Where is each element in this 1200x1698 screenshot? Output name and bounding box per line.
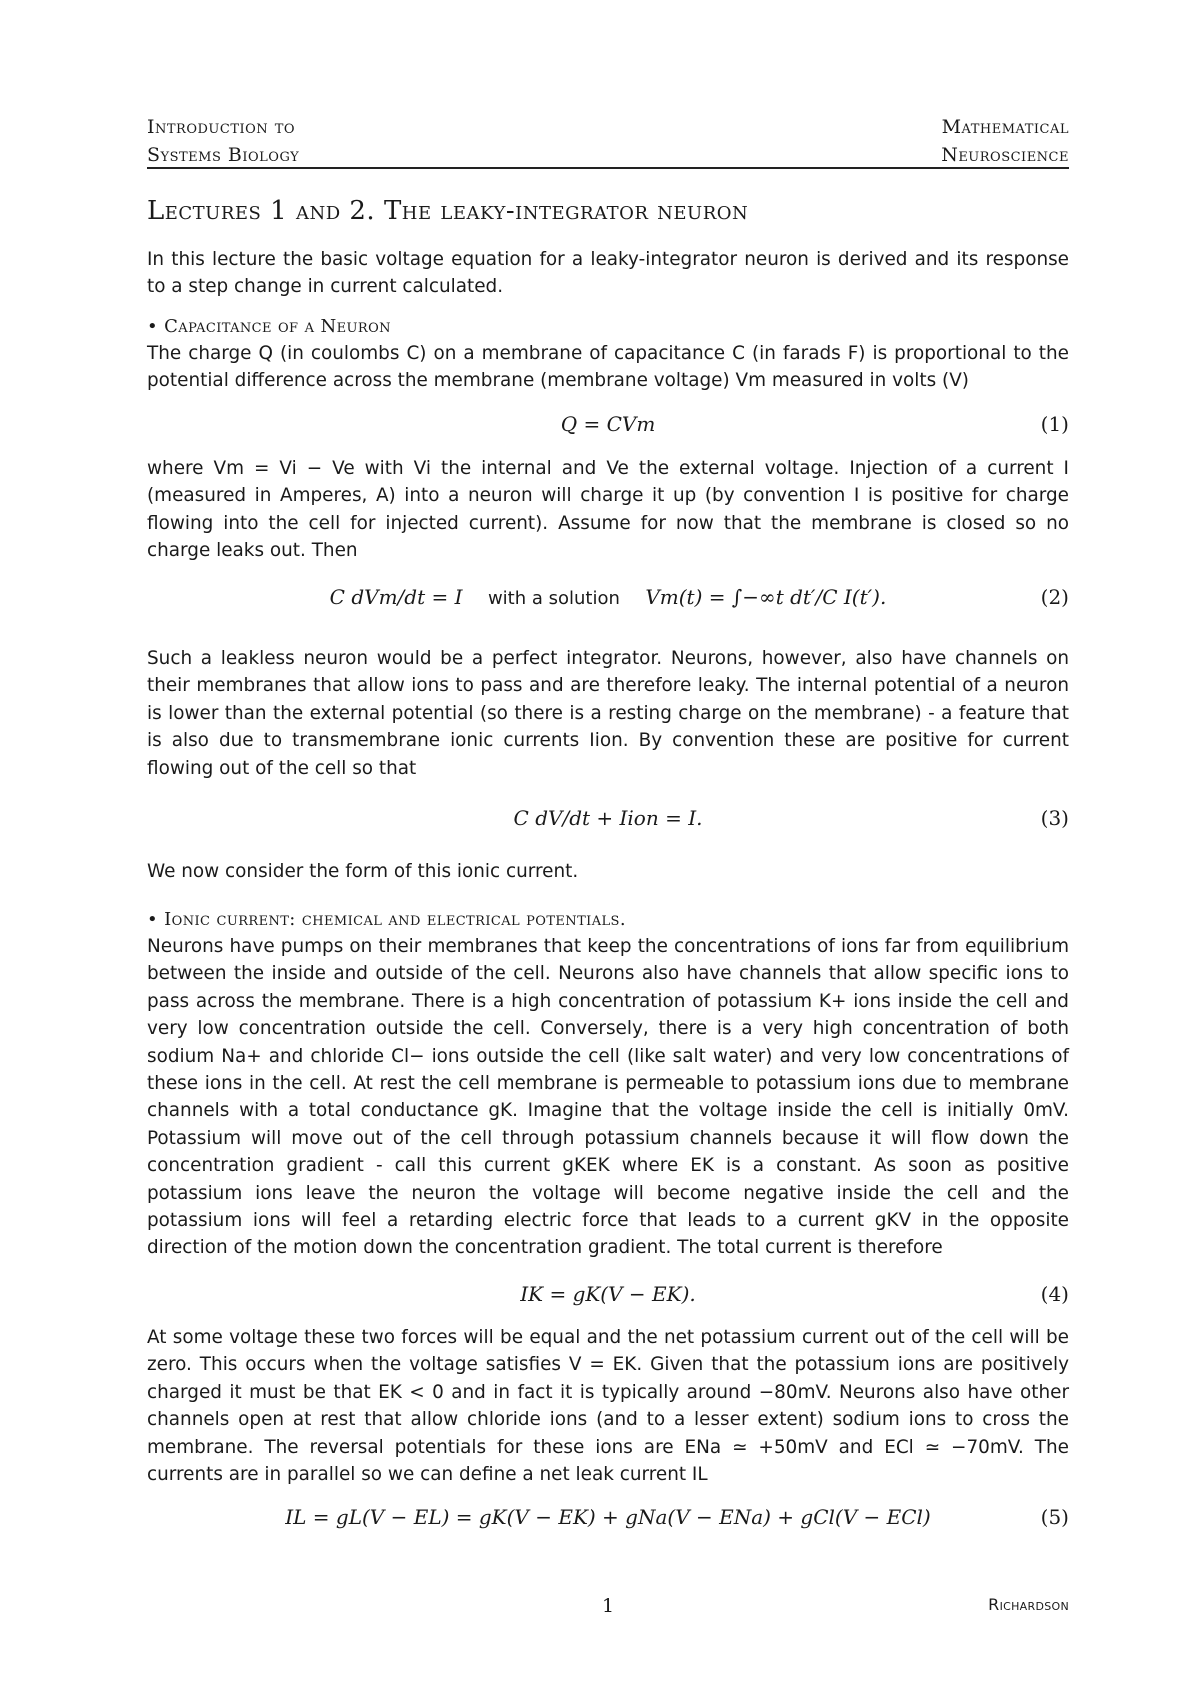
header-left-line2: Systems Biology bbox=[147, 144, 300, 166]
capacitance-paragraph-3: Such a leakless neuron would be a perfect integrator. Neurons, however, also have channels on their membranes that allow ions to pass and are therefore leaky. The internal potential of a neuron is lower than the external potential (so there is a resting charge on the membrane) - a feature that is also due to transmembrane ionic currents Iion. By convention these are positive for current flowing out of the cell so that bbox=[147, 648, 1069, 779]
equation-3-body: C dV/dt + Iion = I. bbox=[513, 806, 703, 830]
capacitance-paragraph-4: We now consider the form of this ionic current. bbox=[147, 861, 579, 882]
ionic-paragraph-1: Neurons have pumps on their membranes that keep the concentrations of ions far from equilibrium between the inside and outside of the cell. Neurons also have channels that allow specific ions to pass across the membrane. There is a high concentration of potassium K+ ions inside the cell and very low concentration outside the cell. Conversely, there is a very high concentration of both sodium Na+ and chloride Cl− ions outside the cell (like salt water) and very low concentrations of these ions in the cell. At rest the cell membrane is permeable to potassium ions due to membrane channels with a total conductance gK. Imagine that the voltage inside the cell is initially 0mV. Potassium will move out of the cell through potassium channels because it will flow down the concentration gradient - call this current gKEK where EK is a constant. As soon as positive potassium ions leave the neuron the voltage will become negative inside the cell and the potassium ions will feel a retarding electric force that leads to a current gKV in the opposite direction of the motion down the concentration gradient. The total current is therefore bbox=[147, 936, 1069, 1259]
equation-2-number: (2) bbox=[1040, 585, 1069, 609]
header-left-line1: Introduction to bbox=[147, 116, 296, 138]
header-left bbox=[147, 113, 299, 169]
page-number: 1 bbox=[601, 1595, 615, 1617]
equation-5-body: IL = gL(V − EL) = gK(V − EK) + gNa(V − ENa) + gCl(V − ECl) bbox=[285, 1505, 931, 1529]
ionic-paragraph-2: At some voltage these two forces will be equal and the net potassium current out of the cell will be zero. This occurs when the voltage satisfies V = EK. Given that the potassium ions are positively charged it must be that EK < 0 and in fact it is typically around −80mV. Neurons also have other channels open at rest that allow chloride ions (and to a lesser extent) sodium ions to cross the membrane. The reversal potentials for these ions are ENa ≃ +50mV and ECl ≃ −70mV. The currents are in parallel so we can define a net leak current IL bbox=[147, 1327, 1069, 1486]
equation-2-mid: with a solution bbox=[487, 588, 620, 609]
running-header bbox=[147, 113, 1069, 169]
equation-2 bbox=[147, 585, 1069, 625]
equation-1 bbox=[147, 412, 1069, 452]
section-heading-ionic-current: • Ionic current: chemical and electrical potentials. bbox=[147, 909, 626, 930]
equation-4-number: (4) bbox=[1040, 1282, 1069, 1306]
equation-2-lhs: C dVm/dt = I bbox=[329, 585, 463, 609]
header-right-line1: Mathematical bbox=[941, 116, 1069, 138]
document-page bbox=[147, 0, 1069, 1698]
capacitance-paragraph-1: The charge Q (in coulombs C) on a membrane of capacitance C (in farads F) is proportional to the potential difference across the membrane (membrane voltage) Vm measured in volts (V) bbox=[147, 343, 1069, 392]
equation-4 bbox=[147, 1282, 1069, 1322]
equation-3-number: (3) bbox=[1040, 806, 1069, 830]
section-heading-capacitance: • Capacitance of a Neuron bbox=[147, 316, 391, 337]
equation-1-body: Q = CVm bbox=[560, 412, 656, 436]
header-right bbox=[941, 113, 1069, 169]
header-right-line2: Neuroscience bbox=[941, 144, 1069, 166]
capacitance-paragraph-2: where Vm = Vi − Ve with Vi the internal and Ve the external voltage. Injection of a current I (measured in Amperes, A) into a neuron will charge it up (by convention I is positive for charge flowing into the cell for injected current). Assume for now that the membrane is closed so no charge leaks out. Then bbox=[147, 458, 1069, 562]
equation-3 bbox=[147, 806, 1069, 846]
intro-paragraph: In this lecture the basic voltage equation for a leaky-integrator neuron is derived and its response to a step change in current calculated. bbox=[147, 249, 1069, 298]
equation-5-number: (5) bbox=[1040, 1505, 1069, 1529]
equation-2-rhs: Vm(t) = ∫−∞t dt′/C I(t′). bbox=[645, 585, 887, 609]
equation-5 bbox=[147, 1505, 1069, 1545]
equation-1-number: (1) bbox=[1040, 412, 1069, 436]
equation-2-body bbox=[147, 585, 1069, 609]
equation-4-body: IK = gK(V − EK). bbox=[520, 1282, 696, 1306]
footer-author: Richardson bbox=[988, 1595, 1069, 1614]
page-title: Lectures 1 and 2. The leaky-integrator neuron bbox=[147, 196, 749, 226]
